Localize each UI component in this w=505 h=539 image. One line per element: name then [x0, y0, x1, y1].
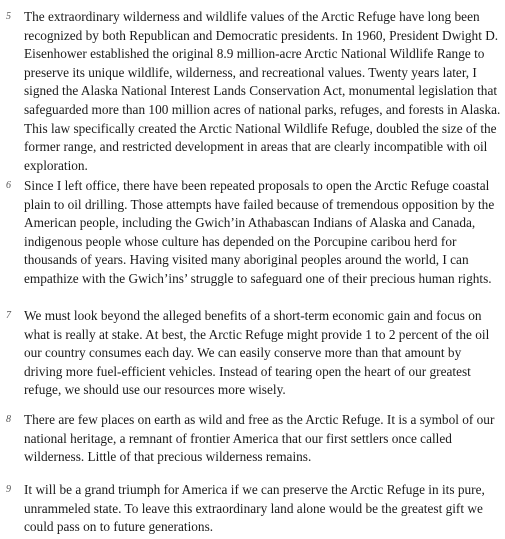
paragraph-9: It will be a grand triumph for America if we can preserve the Arctic Refuge in its pure, unrammeled state. To leave this extraordinary land alone would be the greatest gift we could pass on to future generations. — [24, 482, 485, 535]
paragraph-number: 6 — [6, 180, 11, 191]
paragraph-8: There are few places on earth as wild and free as the Arctic Refuge. It is a symbol of our national heritage, a remnant of frontier America that our first settlers once called wilderness. Little of that precious wilderness remains. — [24, 412, 495, 465]
paragraph-7: We must look beyond the alleged benefits of a short-term economic gain and focus on what is really at stake. At best, the Arctic Refuge might provide 1 to 2 percent of the oil our country consumes each day. We can easily conserve more than that amount by driving more fuel-efficient vehicles. Instead of tearing open the heart of our greatest refuge, we should use our resources more wisely. — [24, 308, 490, 398]
paragraph-number: 9 — [6, 484, 11, 495]
paragraph-5: The extraordinary wilderness and wildlife values of the Arctic Refuge have long been recognized by both Republican and Democratic presidents. In 1960, President Dwight D. Eisenhower established the original 8.9 million-acre Arctic National Wildlife Range to preserve its unique wildlife, wilderness, and recreational values. Twenty years later, I signed the Alaska National Interest Lands Conservation Act, monumental legislation that safeguarded more than 100 million acres of national parks, refuges, and forests in Alaska. This law specifically created the Arctic National Wildlife Refuge, doubled the size of the former range, and restricted development in areas that are clearly incompatible with oil exploration. — [24, 9, 501, 173]
paragraph-number: 5 — [6, 11, 11, 22]
paragraph-number: 7 — [6, 310, 11, 321]
paragraph-6: Since I left office, there have been repeated proposals to open the Arctic Refuge coastal plain to oil drilling. Those attempts have failed because of tremendous opposition by the American people, including the Gwich’in Athabascan Indians of Alaska and Canada, indigenous people whose culture has depended on the Porcupine caribou herd for thousands of years. Having visited many aboriginal peoples around the world, I can empathize with the Gwich’ins’ struggle to safeguard one of their precious human rights. — [24, 178, 495, 286]
paragraph-number: 8 — [6, 414, 11, 425]
